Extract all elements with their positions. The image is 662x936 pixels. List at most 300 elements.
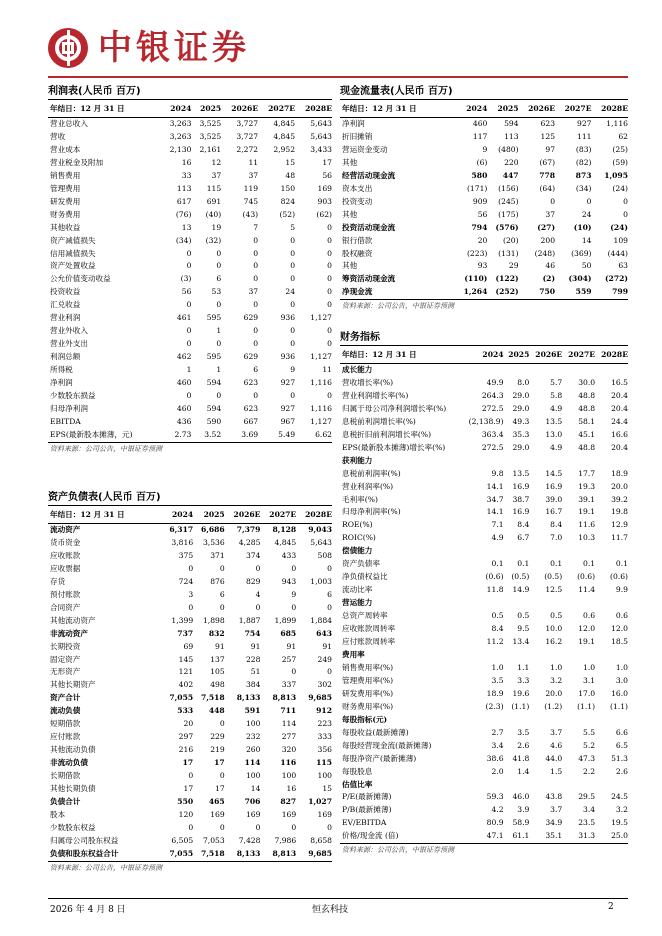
row-label: 净利润	[342, 119, 365, 128]
row-value: (24)	[612, 183, 628, 193]
row-value: 7,428	[238, 835, 261, 845]
row-value: 9	[291, 589, 297, 599]
row-label: 筹资活动现金流	[342, 274, 396, 284]
row-value: 44.0	[545, 753, 563, 763]
row-value: 927	[280, 378, 296, 388]
table-row	[48, 835, 332, 848]
row-value: 16	[181, 157, 192, 167]
row-value: 1,127	[310, 313, 332, 323]
row-value: 116	[280, 758, 297, 768]
row-value: 436	[176, 416, 192, 426]
ratios-section	[340, 330, 628, 856]
table-row	[48, 364, 332, 377]
row-value: 272.5	[481, 442, 504, 452]
row-value: 19.3	[578, 481, 596, 491]
row-value: 6.5	[615, 740, 628, 750]
row-value: 2.0	[491, 766, 504, 776]
row-label: 股权融资	[342, 248, 373, 258]
table-row	[48, 666, 332, 679]
row-value	[504, 714, 530, 727]
row-value	[461, 714, 504, 727]
row-value	[504, 455, 530, 468]
row-label: 流动负债	[50, 706, 81, 716]
row-label: 财务费用率(%)	[342, 701, 394, 711]
table-row	[48, 351, 332, 364]
row-label: 归属母公司股东权益	[50, 835, 119, 845]
row-value: 2,952	[273, 144, 296, 154]
row-value: (245)	[498, 196, 519, 206]
row-value: 0	[327, 667, 332, 677]
header-divider	[48, 76, 628, 78]
row-value: (171)	[466, 183, 488, 193]
row-label: 资产负债率	[342, 559, 380, 569]
row-value: 35.3	[512, 429, 530, 439]
row-label: 其他	[342, 157, 358, 167]
row-value: 17.0	[578, 688, 596, 698]
table-row	[48, 157, 332, 170]
row-value: 3.4	[491, 740, 504, 750]
row-value: 2,130	[169, 144, 192, 154]
row-value: (110)	[464, 274, 488, 284]
header-year: 2028E	[295, 100, 332, 118]
row-value: 302	[317, 680, 332, 690]
row-value: 14.1	[486, 507, 504, 517]
row-value: 667	[243, 416, 259, 426]
row-value: 3,263	[169, 131, 192, 141]
row-value: 9.8	[491, 468, 504, 478]
row-value: 223	[317, 719, 332, 729]
row-value: 559	[555, 286, 591, 299]
row-value: 17	[214, 758, 225, 768]
row-value: 0	[327, 326, 332, 336]
row-value	[562, 364, 595, 377]
income-source-note: 资料来源：公司公告，中银证券预测	[50, 444, 162, 453]
row-value: 0	[253, 391, 259, 401]
row-label: 每股净资产(最新摊薄)	[342, 753, 417, 763]
row-label: 股本	[50, 809, 66, 819]
row-value: 1,116	[310, 403, 332, 413]
table-row	[340, 804, 628, 817]
row-value: 0	[186, 326, 192, 336]
row-value: (1.1)	[511, 701, 530, 711]
table-row	[48, 248, 332, 261]
row-value: 12	[211, 157, 222, 167]
table-row	[340, 170, 628, 183]
row-value: 20.0	[545, 688, 563, 698]
table-row	[48, 848, 332, 861]
table-row	[48, 576, 332, 589]
row-label: 应收票据	[50, 563, 81, 573]
row-value: 61.1	[504, 830, 530, 843]
row-value: 4,845	[274, 537, 297, 547]
row-value: 912	[316, 706, 332, 716]
row-value: 0	[253, 300, 259, 310]
table-row	[48, 118, 332, 131]
row-value: 260	[245, 745, 261, 755]
row-value: 219	[210, 745, 225, 755]
row-label: 费用率	[342, 649, 365, 659]
row-label: 营业成本	[50, 144, 81, 154]
header-year: 2028E	[595, 346, 628, 364]
row-value: 0	[327, 602, 332, 612]
table-row	[340, 610, 628, 623]
table-row	[340, 519, 628, 532]
row-value: 629	[243, 352, 259, 362]
row-value: 9.9	[615, 585, 628, 595]
row-value: 3.2	[550, 675, 563, 685]
row-value: 6.7	[517, 533, 530, 543]
row-value: 46.0	[512, 792, 530, 802]
row-value: 433	[281, 550, 297, 560]
table-row	[48, 209, 332, 222]
row-value: 7.0	[550, 533, 563, 543]
row-value: 58.9	[512, 818, 530, 828]
header-year: 2024	[461, 346, 504, 364]
row-value	[595, 649, 628, 662]
table-row	[48, 757, 332, 770]
table-row	[340, 740, 628, 753]
row-value: 63	[618, 261, 628, 271]
row-value: 37	[545, 209, 556, 219]
row-value: 0.5	[550, 611, 563, 621]
row-value: 0	[327, 339, 332, 349]
row-value: 0	[253, 235, 259, 245]
row-value: 16	[286, 784, 297, 794]
table-row	[340, 584, 628, 597]
row-value: 3,525	[199, 131, 222, 141]
row-value: 220	[504, 157, 519, 167]
row-value: 2.73	[162, 429, 192, 442]
row-label: 非流动资产	[50, 628, 88, 638]
row-value: 936	[280, 313, 296, 323]
row-label: 管理费用	[50, 183, 81, 193]
row-value: 824	[280, 196, 296, 206]
row-value: 447	[502, 170, 519, 180]
row-value: 14.1	[486, 481, 504, 491]
row-value: 1,116	[310, 378, 332, 388]
table-row	[48, 783, 332, 796]
row-label: 合同资产	[50, 602, 81, 612]
row-value: 778	[539, 170, 556, 180]
row-value: 706	[244, 797, 261, 807]
row-value: 5,643	[310, 119, 332, 128]
row-label: 估值比率	[342, 779, 373, 789]
row-value	[562, 597, 595, 610]
row-value: 7,518	[193, 848, 225, 861]
table-row	[340, 222, 628, 235]
row-value: 3.7	[550, 805, 563, 815]
table-row	[340, 403, 628, 416]
row-value: 5	[290, 222, 296, 232]
row-value: 7,986	[274, 835, 297, 845]
row-value: 277	[281, 732, 297, 742]
table-row	[48, 235, 332, 248]
row-label: 营业税金及附加	[50, 157, 104, 167]
row-value: 13.4	[512, 637, 530, 647]
balance-sheet-table	[48, 506, 332, 862]
balance-sheet-title: 资产负债表(人民币 百万)	[48, 490, 332, 506]
row-value: 0	[188, 822, 194, 832]
row-value: 4.9	[491, 533, 504, 543]
row-label: 固定资产	[50, 654, 81, 664]
row-label: 息税前利润增长率(%)	[342, 416, 416, 426]
table-row	[48, 589, 332, 602]
table-row	[48, 222, 332, 235]
row-label: 营运资金变动	[342, 144, 388, 154]
row-label: 其他流动负债	[50, 745, 96, 755]
row-label: 营业利润增长率(%)	[342, 390, 409, 400]
row-value: 14	[250, 784, 261, 794]
row-value: 24	[581, 209, 592, 219]
table-row	[48, 602, 332, 615]
row-value: 12.0	[578, 624, 596, 634]
row-value: 46	[545, 261, 556, 271]
row-value: 3.7	[550, 727, 563, 737]
row-value: 17	[215, 784, 225, 794]
row-value: 0	[253, 339, 259, 349]
row-value: 643	[316, 628, 332, 638]
row-value: 0	[623, 209, 628, 219]
header-year: 2026E	[519, 100, 555, 118]
row-value: 3.2	[615, 805, 628, 815]
row-value: 6	[216, 274, 222, 284]
row-label: EBITDA	[50, 416, 81, 426]
row-label: 销售费用	[50, 170, 81, 180]
row-value: 169	[317, 809, 332, 819]
row-value: 20.4	[611, 403, 628, 413]
row-value: 0.5	[491, 611, 504, 621]
row-value: 19.5	[611, 818, 628, 828]
row-value: 745	[243, 196, 259, 206]
row-value: 17	[182, 758, 194, 768]
row-value: 0	[291, 602, 297, 612]
table-row	[48, 403, 332, 416]
row-value: 3,816	[171, 537, 194, 547]
row-value: 0.1	[491, 559, 504, 569]
row-value: 11.7	[611, 533, 628, 543]
row-label: 净负债权益比	[342, 572, 388, 582]
row-label: 存货	[50, 576, 66, 586]
row-value: 19.6	[512, 688, 530, 698]
row-value: 272.5	[481, 403, 504, 413]
row-value: 20	[183, 719, 194, 729]
row-value: 0	[327, 222, 332, 232]
row-label: 归母净利润率(%)	[342, 507, 401, 517]
row-label: 归母净利润	[50, 403, 88, 413]
row-value: (0.5)	[511, 572, 530, 582]
row-value: 10.0	[545, 624, 563, 634]
row-label: 营业利润	[50, 313, 81, 323]
table-row	[340, 753, 628, 766]
header-year: 2025	[191, 100, 221, 118]
header-year: 2024	[162, 506, 194, 524]
table-row	[48, 524, 332, 537]
row-value: 2,272	[236, 144, 259, 154]
row-value: 909	[472, 196, 488, 206]
row-value: 0	[216, 261, 222, 271]
row-value: 0	[550, 196, 556, 206]
table-row	[48, 628, 332, 641]
row-value: 1,884	[310, 615, 332, 625]
row-value: 169	[210, 809, 225, 819]
row-value: 51	[250, 667, 261, 677]
table-row	[48, 718, 332, 731]
row-value: (40)	[205, 209, 222, 219]
row-value	[595, 597, 628, 610]
row-value	[595, 455, 628, 468]
row-value: 14.9	[512, 585, 530, 595]
row-value: 754	[244, 628, 261, 638]
row-value: 1,887	[238, 615, 261, 625]
row-value: 0	[186, 248, 192, 258]
row-value: 16.9	[512, 507, 530, 517]
row-value: 7,053	[202, 835, 225, 845]
row-value: 4.6	[550, 740, 563, 750]
row-value	[461, 545, 504, 558]
table-row	[340, 494, 628, 507]
row-value: 39.1	[578, 494, 596, 504]
row-value: 0	[327, 391, 332, 401]
row-label: 长期借款	[50, 771, 81, 781]
row-value: 337	[281, 680, 297, 690]
row-value: 100	[317, 771, 332, 781]
table-row	[340, 623, 628, 636]
row-label: 投资收益	[50, 287, 81, 297]
row-value: 17	[322, 157, 332, 167]
row-value: 0	[327, 274, 332, 284]
row-value: 6	[253, 365, 259, 375]
row-value: 16.2	[545, 637, 563, 647]
table-row	[48, 299, 332, 312]
row-value: 11	[248, 157, 259, 167]
row-value: 0.6	[615, 611, 628, 621]
row-label: 折旧摊销	[342, 131, 373, 141]
row-value: 0	[216, 339, 222, 349]
row-value: 374	[245, 550, 261, 560]
table-row	[340, 468, 628, 481]
row-value	[461, 779, 504, 792]
row-label: 非流动负债	[50, 758, 88, 768]
row-value: (444)	[607, 248, 628, 258]
row-value: 594	[206, 378, 222, 388]
row-value: 461	[176, 313, 192, 323]
row-value: 1.0	[550, 662, 563, 672]
row-value: 29.5	[578, 792, 596, 802]
row-value: 1.4	[517, 766, 530, 776]
row-value: 4,845	[273, 131, 296, 141]
row-value: 6.62	[295, 429, 332, 442]
row-value: 3	[188, 589, 194, 599]
row-value: 11.4	[578, 585, 596, 595]
table-row	[340, 545, 628, 558]
row-label: 其他长期资产	[50, 680, 96, 690]
table-row	[48, 131, 332, 144]
row-value: 460	[176, 403, 192, 413]
row-value: 0	[290, 274, 296, 284]
row-value	[529, 545, 562, 558]
row-value: 3.3	[517, 675, 530, 685]
row-value: 119	[243, 183, 259, 193]
row-value: 0	[216, 300, 222, 310]
row-value: 12.9	[611, 520, 628, 530]
row-value: 34.7	[486, 494, 504, 504]
row-label: 银行借款	[342, 235, 373, 245]
row-value: 1.0	[491, 662, 504, 672]
row-value: 0	[253, 261, 259, 271]
row-value: 100	[281, 771, 297, 781]
row-value: (76)	[175, 209, 192, 219]
header-year: 2025	[193, 506, 225, 524]
table-row	[340, 235, 628, 248]
table-row	[48, 312, 332, 325]
row-value: 8,133	[236, 693, 261, 703]
row-label: 投资活动现金流	[342, 222, 396, 232]
row-value: 363.4	[481, 429, 504, 439]
row-label: 净利润	[50, 378, 73, 388]
row-value: 617	[176, 196, 192, 206]
row-value: 38.6	[486, 753, 504, 763]
cashflow-table	[340, 100, 628, 300]
table-row	[48, 537, 332, 550]
row-value: 1,127	[310, 352, 332, 362]
header-fiscal-year-end: 年结日：12 月 31 日	[340, 346, 461, 364]
row-value: 533	[177, 706, 194, 716]
row-value: 19	[211, 222, 222, 232]
row-value: 105	[210, 667, 225, 677]
row-value: 113	[504, 131, 519, 141]
table-row	[340, 636, 628, 649]
row-value	[461, 649, 504, 662]
row-value: 0	[327, 287, 332, 297]
row-label: 其他长期负债	[50, 784, 96, 794]
row-value: 38.7	[512, 494, 530, 504]
row-value: 0	[290, 235, 296, 245]
row-value: 200	[540, 235, 556, 245]
row-value: 0	[188, 771, 194, 781]
row-value: 1,095	[604, 170, 628, 180]
row-value: 20.0	[611, 481, 628, 491]
header-year: 2027E	[260, 506, 296, 524]
table-row	[48, 641, 332, 654]
row-value: 448	[208, 706, 225, 716]
table-row	[48, 325, 332, 338]
row-value: (576)	[495, 222, 519, 232]
row-value: 15	[285, 157, 296, 167]
header-year: 2024	[455, 100, 487, 118]
row-value: 0	[327, 563, 332, 573]
row-value: 48	[285, 170, 296, 180]
row-value: 9,685	[296, 848, 332, 861]
row-value: 0	[623, 196, 628, 206]
row-value: 827	[280, 797, 297, 807]
footer-company: 恒玄科技	[312, 905, 349, 915]
row-value: 0	[255, 822, 261, 832]
table-row	[48, 377, 332, 390]
row-value: 4,285	[238, 537, 261, 547]
row-value	[529, 597, 562, 610]
row-value	[595, 714, 628, 727]
row-label: 所得税	[50, 365, 73, 375]
row-value: 2.7	[491, 727, 504, 737]
row-value: 5.8	[550, 390, 563, 400]
row-value: 580	[471, 170, 488, 180]
row-value: 11.8	[486, 585, 504, 595]
row-value: 2,161	[199, 144, 222, 154]
row-value: 14.5	[545, 468, 563, 478]
row-value: 115	[316, 758, 332, 768]
row-label: 无形资产	[50, 667, 81, 677]
row-value: 1,899	[274, 615, 297, 625]
